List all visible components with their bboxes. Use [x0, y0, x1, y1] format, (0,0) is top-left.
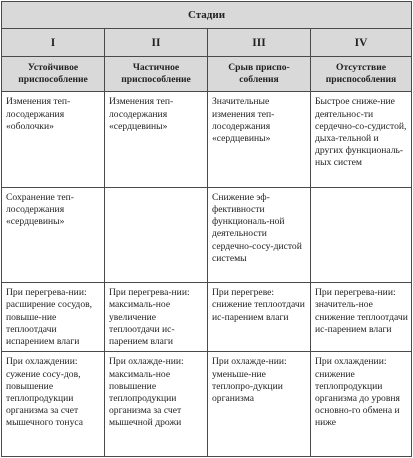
table-cell: Сохранение теп-лосодержания «сердцевины»: [2, 187, 105, 282]
table-cell: Быстрое сниже-ние деятельнос-ти сердечно-со-судистой, дыха-тельной и других функциональ-ных систем: [311, 92, 412, 187]
stage-name-1: Устойчивое приспособление: [2, 57, 105, 92]
table-cell: При охлажде-нии: максималь-ное повышение теплопродукции организма за счет мышечной дрожи: [105, 352, 208, 457]
stage-numeral-3: III: [208, 29, 311, 57]
stage-name-4: Отсутствие приспособления: [311, 57, 412, 92]
table-row: [2, 187, 412, 282]
table-cell: При перегрева-нии: максималь-ное увеличение теплоотдачи ис-парением влаги: [105, 283, 208, 352]
table-title-row: [2, 2, 412, 29]
table-cell: При перегрева-нии: значитель-ное снижение теплоотдачи ис-парением влаги: [311, 283, 412, 352]
table-cell: [105, 187, 208, 282]
table-cell: При охлаждении: сужение сосу-дов, повышение теплопродукции организма за счет мышечного тонуса: [2, 352, 105, 457]
stage-numeral-4: IV: [311, 29, 412, 57]
table-row: [2, 283, 412, 352]
table-cell: При перегрева-нии: расширение сосудов, повыше-ние теплоотдачи испарением влаги: [2, 283, 105, 352]
table-row: [2, 352, 412, 457]
stage-numeral-2: II: [105, 29, 208, 57]
table-cell: Снижение эф-фективности функциональ-ной деятельности сердечно-сосу-дистой системы: [208, 187, 311, 282]
stage-numeral-row: [2, 29, 412, 57]
table-title: Стадии: [2, 2, 412, 29]
table-cell: Изменения теп-лосодержания «сердцевины»: [105, 92, 208, 187]
stage-name-row: [2, 57, 412, 92]
table-cell: При охлажде-нии: уменьше-ние теплопро-дукции организма: [208, 352, 311, 457]
table-row: [2, 92, 412, 187]
table-cell: [311, 187, 412, 282]
table-cell: При охлаждении: снижение теплопродукции организма до уровня основно-го обмена и ниже: [311, 352, 412, 457]
stage-name-2: Частичное приспособление: [105, 57, 208, 92]
table-cell: Значительные изменения теп-лосодержания «сердцевины»: [208, 92, 311, 187]
table-cell: Изменения теп-лосодержания «оболочки»: [2, 92, 105, 187]
table-cell: При перегреве: снижение теплоотдачи ис-парением влаги: [208, 283, 311, 352]
stage-numeral-1: I: [2, 29, 105, 57]
stage-name-3: Срыв приспо-собления: [208, 57, 311, 92]
stages-table: [1, 1, 412, 457]
